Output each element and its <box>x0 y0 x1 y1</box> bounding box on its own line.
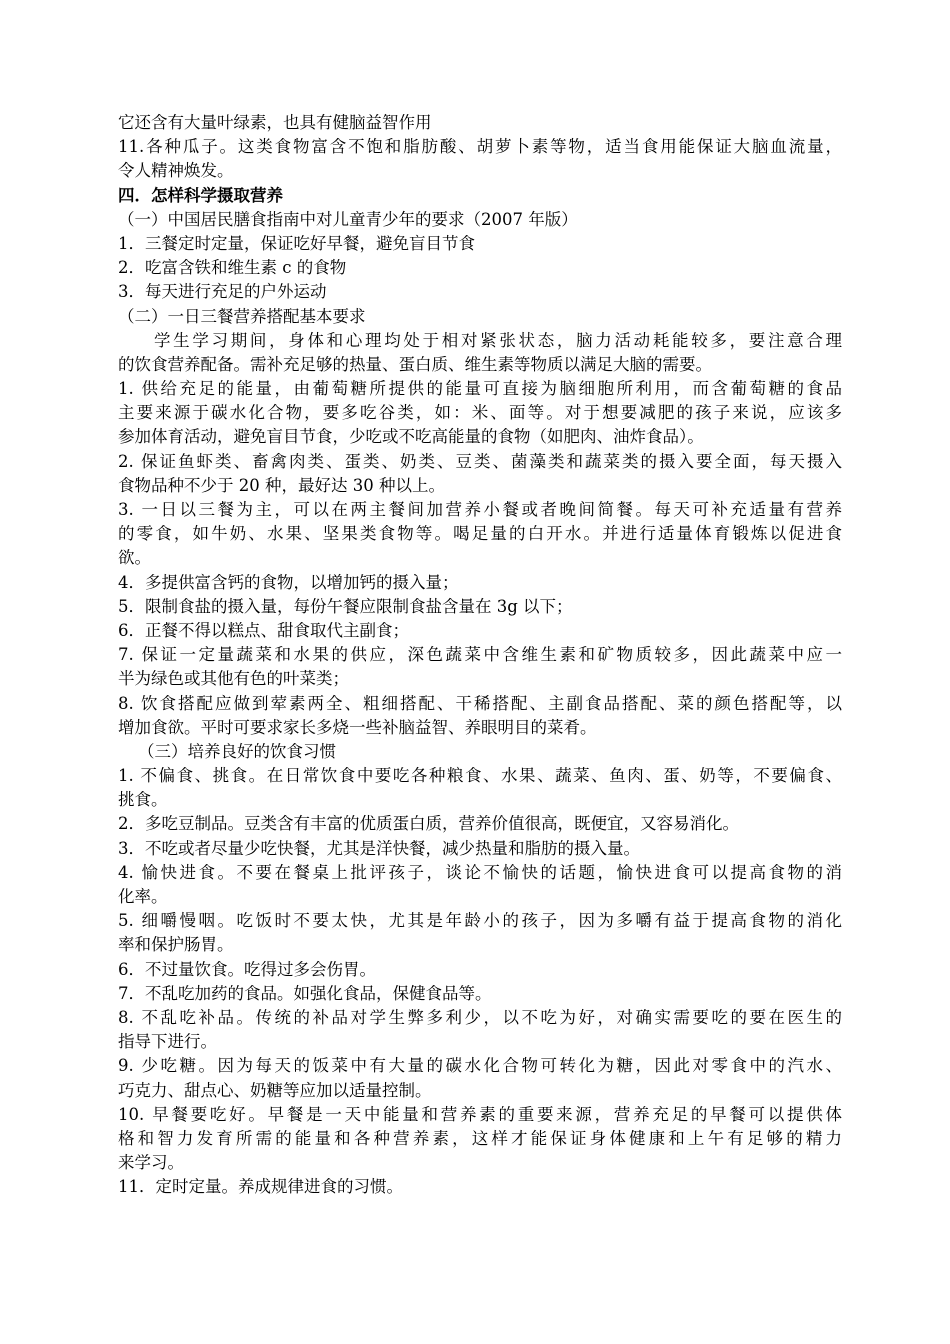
text-line: 增加食欲。平时可要求家长多烧一些补脑益智、养眼明目的菜肴。 <box>118 717 597 737</box>
text-line: 10. 早餐要吃好。早餐是一天中能量和营养素的重要来源，营养充足的早餐可以提供体 <box>118 1104 842 1124</box>
text-line: 7. 保证一定量蔬菜和水果的供应，深色蔬菜中含维生素和矿物质较多，因此蔬菜中应一 <box>118 645 842 665</box>
text-line: 率和保护肠胃。 <box>118 935 234 955</box>
text-line: 2．吃富含铁和维生素 c 的食物 <box>118 258 347 278</box>
text-line: 8. 不乱吃补品。传统的补品对学生弊多利少，以不吃为好，对确实需要吃的要在医生的 <box>118 1007 842 1027</box>
text-line: 6．正餐不得以糕点、甜食取代主副食； <box>118 620 409 640</box>
text-line: （二）一日三餐营养搭配基本要求 <box>118 306 366 326</box>
text-line: 3．每天进行充足的户外运动 <box>118 282 327 302</box>
text-line: （三）培养良好的饮食习惯 <box>138 741 336 761</box>
text-line: 1. 不偏食、挑食。在日常饮食中要吃各种粮食、水果、蔬菜、鱼肉、蛋、奶等，不要偏食、 <box>118 766 842 786</box>
text-line: 半为绿色或其他有色的叶菜类； <box>118 669 349 689</box>
document-body <box>118 111 842 1199</box>
text-line: 的零食，如牛奶、水果、坚果类食物等。喝足量的白开水。并进行适量体育锻炼以促进食 <box>118 524 842 544</box>
text-line: 11．定时定量。养成规律进食的习惯。 <box>118 1177 403 1197</box>
text-line: 它还含有大量叶绿素，也具有健脑益智作用 <box>118 113 432 132</box>
text-line: 3．不吃或者尽量少吃快餐，尤其是洋快餐，减少热量和脂肪的摄入量。 <box>118 838 640 858</box>
text-line: 11.各种瓜子。这类食物富含不饱和脂肪酸、胡萝卜素等物，适当食用能保证大脑血流量， <box>118 137 842 157</box>
text-line: 指导下进行。 <box>118 1032 217 1052</box>
text-line: 四．怎样科学摄取营养 <box>118 185 283 205</box>
text-line: 主要来源于碳水化合物，要多吃谷类，如：米、面等。对于想要减肥的孩子来说，应该多 <box>118 403 842 423</box>
text-line: 7．不乱吃加药的食品。如强化食品，保健食品等。 <box>118 983 492 1003</box>
text-line: 的饮食营养配备。需补充足够的热量、蛋白质、维生素等物质以满足大脑的需要。 <box>118 354 712 374</box>
text-line: 格和智力发育所需的能量和各种营养素，这样才能保证身体健康和上午有足够的精力 <box>118 1128 842 1148</box>
text-line: 1. 供给充足的能量，由葡萄糖所提供的能量可直接为脑细胞所利用，而含葡萄糖的食品 <box>118 379 842 399</box>
text-line: 学生学习期间，身体和心理均处于相对紧张状态，脑力活动耗能较多，要注意合理 <box>154 330 842 350</box>
text-line: 9. 少吃糖。因为每天的饭菜中有大量的碳水化合物可转化为糖，因此对零食中的汽水、 <box>118 1056 842 1076</box>
text-line: 5. 细嚼慢咽。吃饭时不要太快，尤其是年龄小的孩子，因为多嚼有益于提高食物的消化 <box>118 911 842 931</box>
text-line: 来学习。 <box>118 1153 184 1173</box>
text-line: 5．限制食盐的摄入量，每份午餐应限制食盐含量在 3g 以下； <box>118 596 573 616</box>
text-line: 4．多提供富含钙的食物，以增加钙的摄入量； <box>118 572 459 592</box>
text-line: 2．多吃豆制品。豆类含有丰富的优质蛋白质，营养价值很高，既便宜，又容易消化。 <box>118 814 739 834</box>
text-line: 食物品种不少于 20 种，最好达 30 种以上。 <box>118 475 445 495</box>
text-line: 1．三餐定时定量，保证吃好早餐，避免盲目节食 <box>118 233 475 253</box>
text-line: 挑食。 <box>118 790 168 810</box>
text-line: 巧克力、甜点心、奶糖等应加以适量控制。 <box>118 1080 432 1100</box>
text-line: 欲。 <box>118 548 151 568</box>
text-line: 2. 保证鱼虾类、畜禽肉类、蛋类、奶类、豆类、菌藻类和蔬菜类的摄入要全面，每天摄入 <box>118 451 842 471</box>
text-line: 令人精神焕发。 <box>118 161 234 181</box>
text-line: 参加体育活动，避免盲目节食，少吃或不吃高能量的食物（如肥肉、油炸食品）。 <box>118 427 704 447</box>
text-line: （一）中国居民膳食指南中对儿童青少年的要求（2007 年版） <box>118 209 578 229</box>
text-line: 8. 饮食搭配应做到荤素两全、粗细搭配、干稀搭配、主副食品搭配、菜的颜色搭配等，以 <box>118 693 842 713</box>
text-line: 4. 愉快进食。不要在餐桌上批评孩子，谈论不愉快的话题，愉快进食可以提高食物的消 <box>118 862 842 882</box>
text-line: 3. 一日以三餐为主，可以在两主餐间加营养小餐或者晚间简餐。每天可补充适量有营养 <box>118 500 842 519</box>
text-line: 化率。 <box>118 887 168 906</box>
text-line: 6．不过量饮食。吃得过多会伤胃。 <box>118 959 376 979</box>
